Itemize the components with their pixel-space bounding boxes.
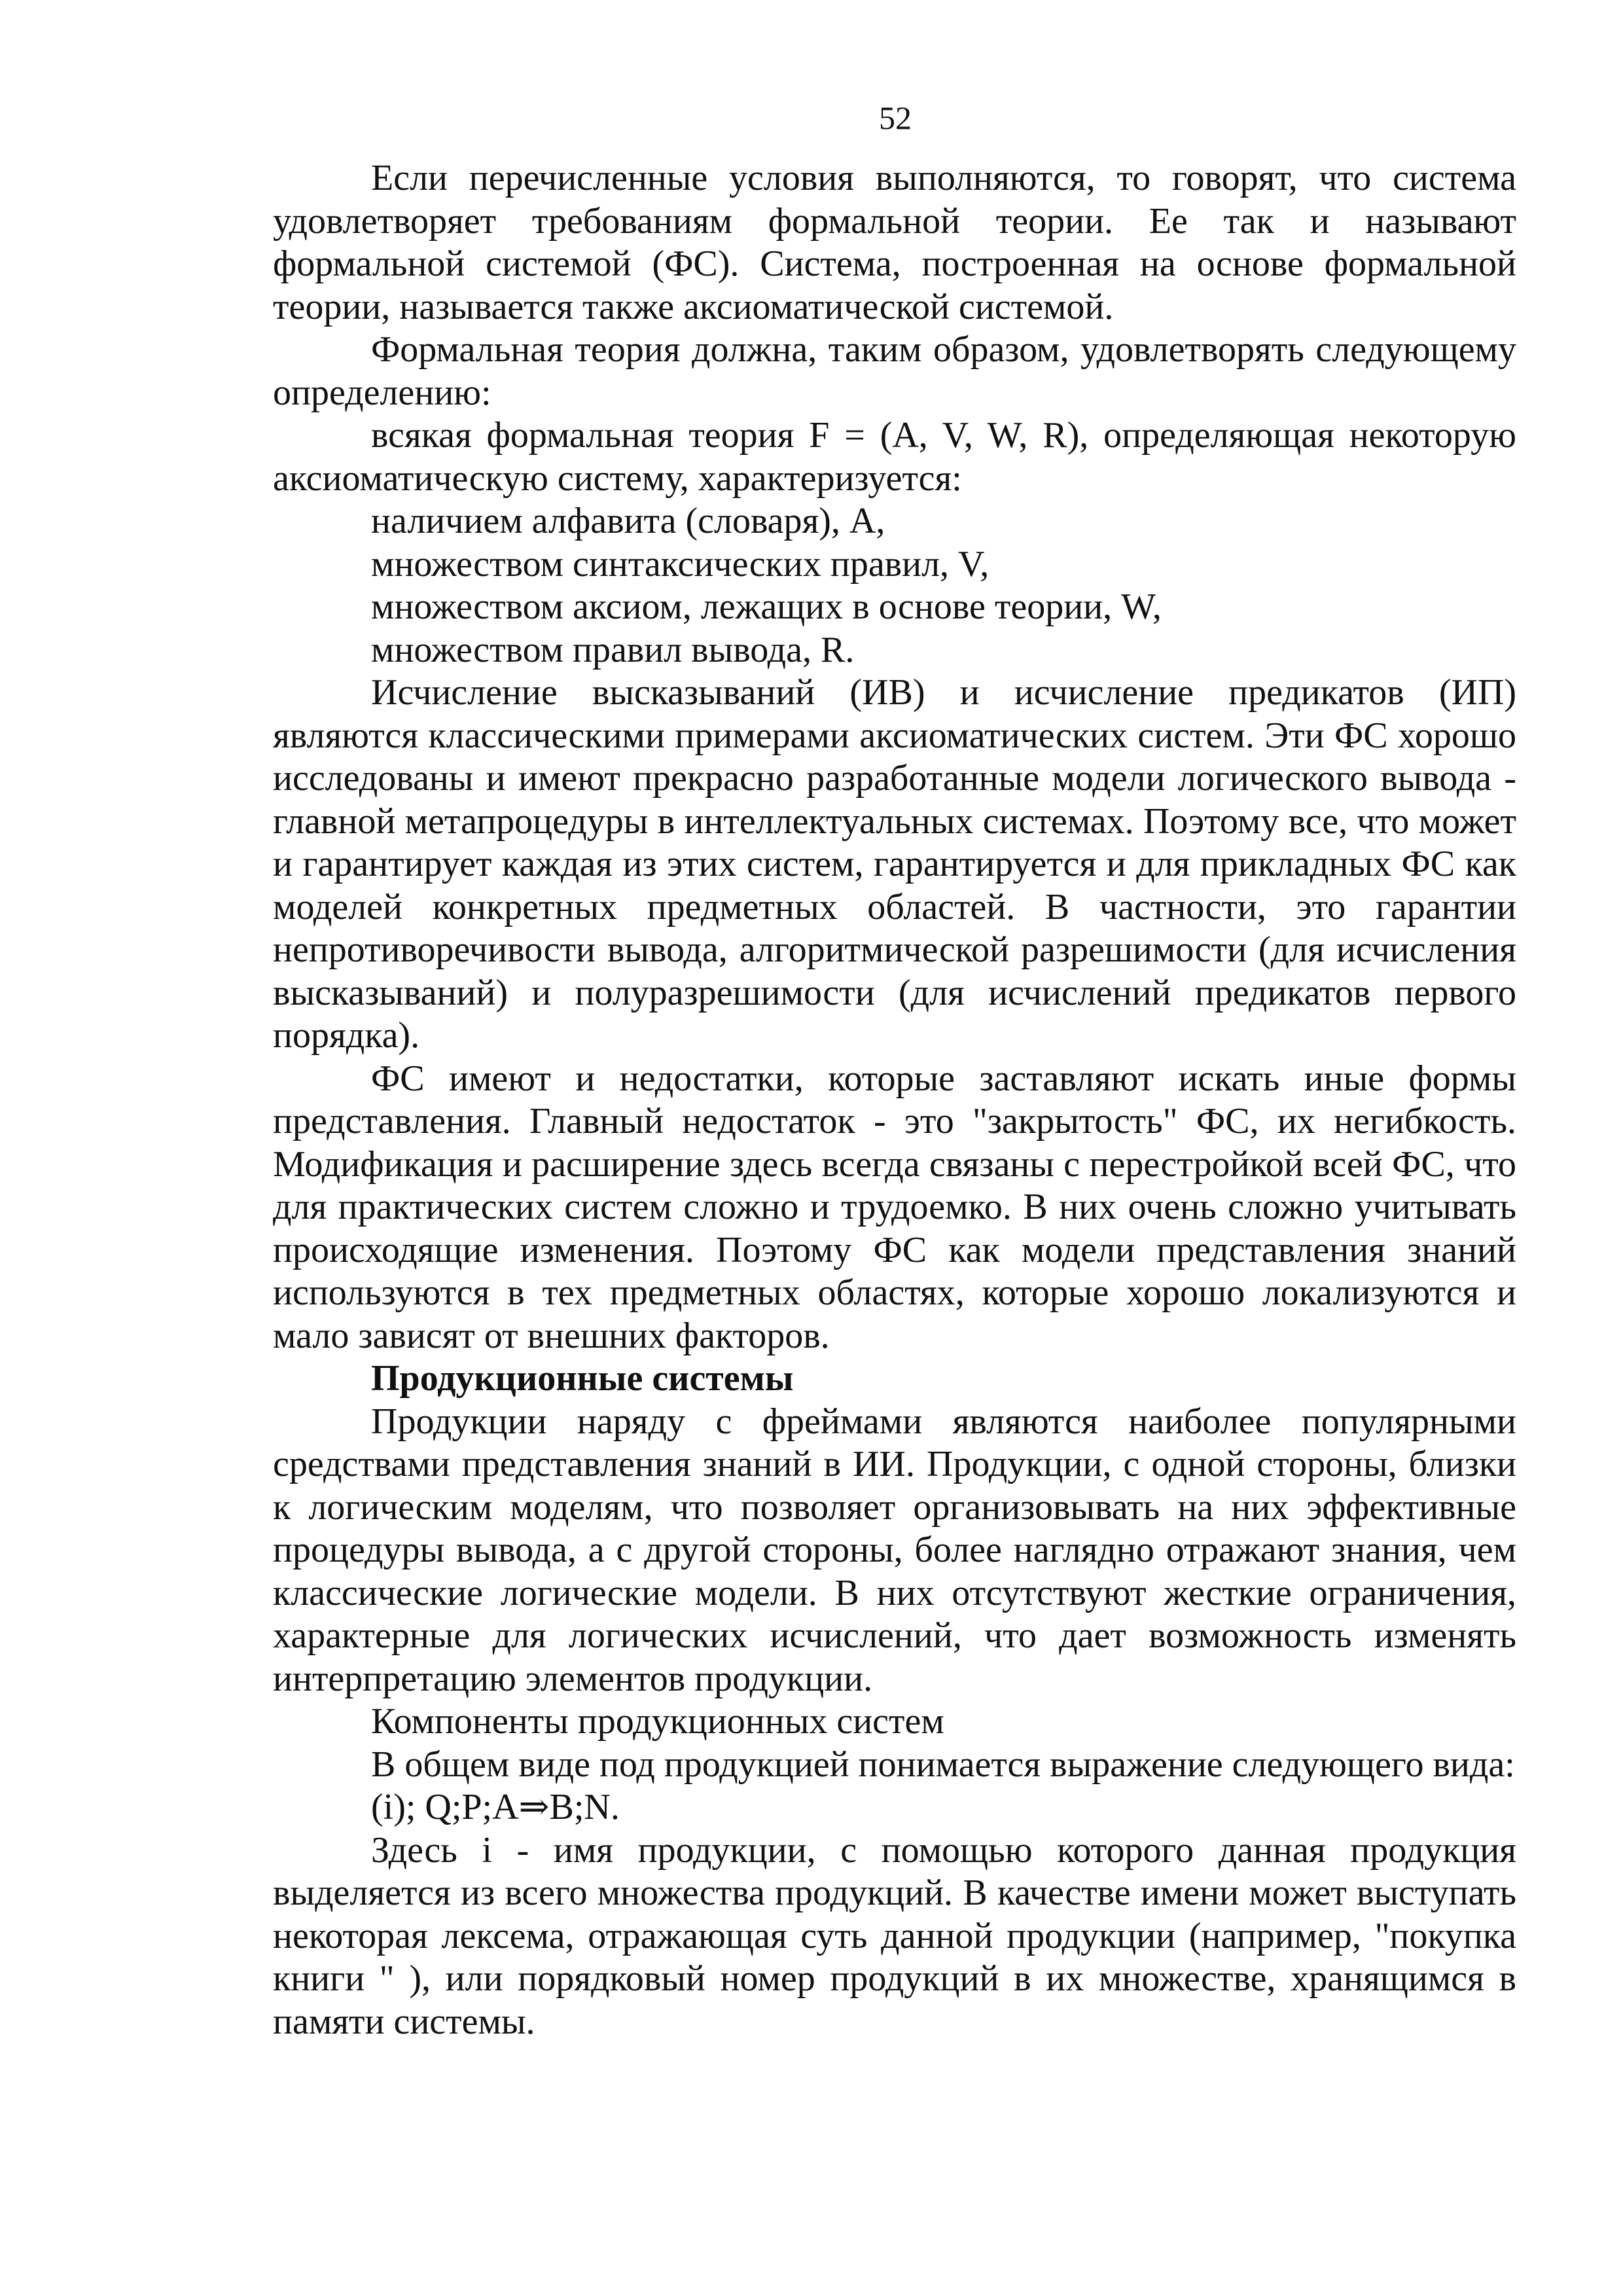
- formula: (i); Q;P;A⇒B;N.: [371, 1787, 620, 1827]
- paragraph: Продукции наряду с фреймами являются наиболее популярными средствами представления знаний в ИИ. Продукции, с одной стороны, близки к логическим моделям, что позволяет организовывать на них эффективные процедуры вывода, а с другой стороны, более наглядно отражают знания, чем классические логические модели. В них отсутствуют жесткие ограничения, характерные для логических исчислений, что дает возможность изменять интерпретацию элементов продукции.: [273, 1401, 1516, 1699]
- definition-paragraph: всякая формальная теория F = (A, V, W, R), определяющая некоторую аксиоматическую систему, характеризуется:: [273, 415, 1516, 499]
- paragraph: В общем виде под продукцией понимается выражение следующего вида:: [371, 1744, 1515, 1785]
- list-item: множеством правил вывода, R.: [371, 629, 855, 670]
- paragraph: Здесь i - имя продукции, с помощью которого данная продукция выделяется из всего множества продукций. В качестве имени может выступать некоторая лексема, отражающая суть данной продукции (например, "покупка книги " ), или порядковый номер продукций в их множестве, хранящимся в памяти системы.: [273, 1829, 1516, 2042]
- list-item: наличием алфавита (словаря), A,: [371, 501, 885, 541]
- paragraph: Исчисление высказываний (ИВ) и исчисление предикатов (ИП) являются классическими примерами аксиоматических систем. Эти ФС хорошо исследованы и имеют прекрасно разработанные модели логического вывода - главной метапроцедуры в интеллектуальных системах. Поэтому все, что может и гарантирует каждая из этих систем, гарантируется и для прикладных ФС как моделей конкретных предметных областей. В частности, это гарантии непротиворечивости вывода, алгоритмической разрешимости (для исчисления высказываний) и полуразрешимости (для исчислений предикатов первого порядка).: [273, 672, 1516, 1056]
- subsection-title: Компоненты продукционных систем: [371, 1701, 944, 1742]
- paragraph: Если перечисленные условия выполняются, то говорят, что система удовлетворяет требованиям формальной теории. Ее так и называют формальной системой (ФС). Система, построенная на основе формальной теории, называется также аксиоматической системой.: [273, 158, 1516, 327]
- section-heading: Продукционные системы: [371, 1358, 794, 1399]
- page-number: 52: [879, 99, 912, 136]
- paragraph: ФС имеют и недостатки, которые заставляют искать иные формы представления. Главный недостаток - это "закрытость" ФС, их негибкость. Модификация и расширение здесь всегда связаны с перестройкой всей ФС, что для практических систем сложно и трудоемко. В них очень сложно учитывать происходящие изменения. Поэтому ФС как модели представления знаний используются в тех предметных областях, которые хорошо локализуются и мало зависят от внешних факторов.: [273, 1058, 1516, 1356]
- list-item: множеством синтаксических правил, V,: [371, 543, 990, 584]
- list-item: множеством аксиом, лежащих в основе теории, W,: [371, 586, 1162, 627]
- paragraph: Формальная теория должна, таким образом, удовлетворять следующему определению:: [273, 329, 1516, 413]
- page-content: [273, 157, 1516, 2043]
